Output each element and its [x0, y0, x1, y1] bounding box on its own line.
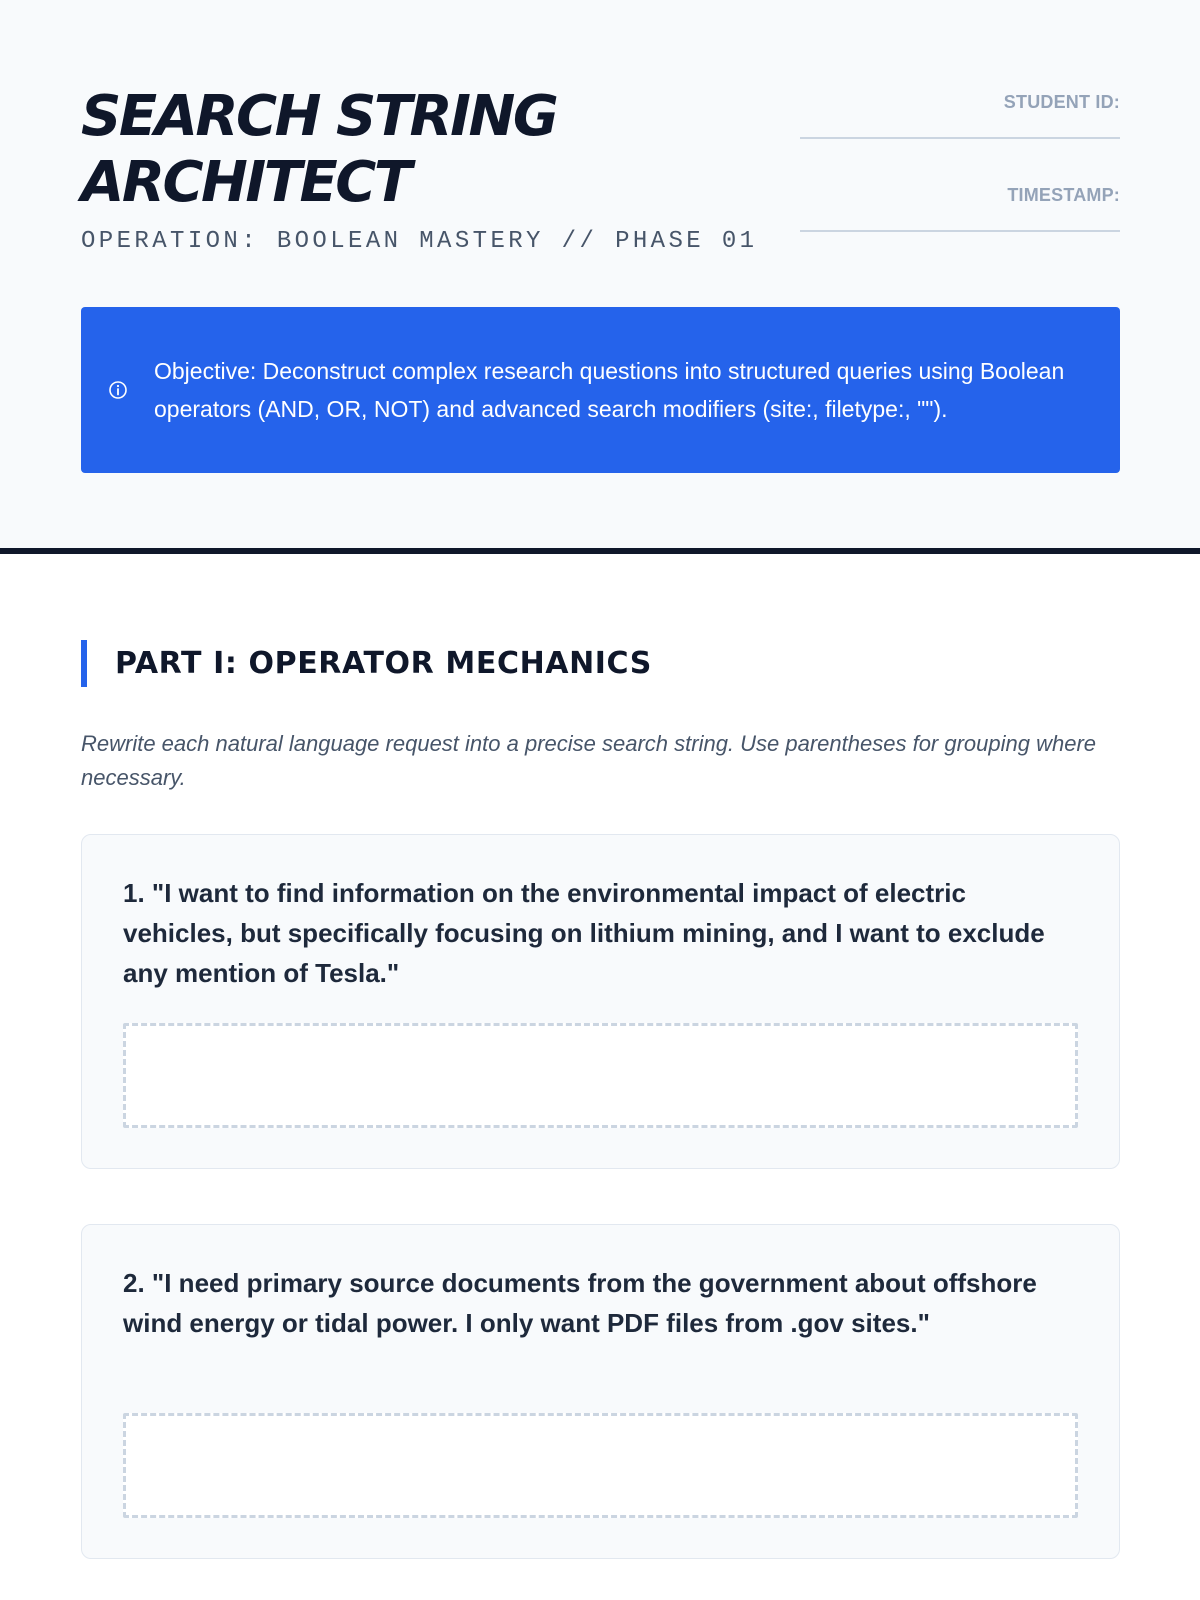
page-title: SEARCH STRING ARCHITECT: [81, 84, 557, 215]
answer-input[interactable]: [123, 1023, 1078, 1128]
section-title: PART I: OPERATOR MECHANICS: [81, 640, 652, 687]
page-subtitle: OPERATION: BOOLEAN MASTERY // PHASE 01: [81, 228, 758, 255]
timestamp-line[interactable]: [800, 230, 1120, 232]
timestamp-label: TIMESTAMP:: [1007, 185, 1120, 205]
timestamp-field[interactable]: [800, 185, 1120, 232]
student-id-label: STUDENT ID:: [1003, 92, 1120, 112]
answer-input[interactable]: [123, 1413, 1078, 1518]
question-card: [81, 834, 1120, 1169]
title-block: [81, 84, 758, 255]
objective-banner: [81, 307, 1120, 473]
objective-text: Objective: Deconstruct complex research questions into structured queries using Boolean operators (AND, OR, NOT) and advanced search modifiers (site:, filetype:, "").: [154, 358, 1065, 422]
section-instructions: Rewrite each natural language request into a precise search string. Use parentheses for grouping where necessary.: [81, 731, 1097, 790]
question-prompt: 1. "I want to find information on the environmental impact of electric vehicles, but specifically focusing on lithium mining, and I want to exclude any mention of Tesla.": [123, 878, 1045, 988]
question-card: [81, 1224, 1120, 1559]
info-icon: [108, 380, 128, 400]
student-id-line[interactable]: [800, 137, 1120, 139]
question-prompt: 2. "I need primary source documents from the government about offshore wind energy or tidal power. I only want PDF files from .gov sites.": [123, 1268, 1037, 1338]
student-id-field[interactable]: [800, 92, 1120, 139]
worksheet-header: [0, 0, 1200, 554]
